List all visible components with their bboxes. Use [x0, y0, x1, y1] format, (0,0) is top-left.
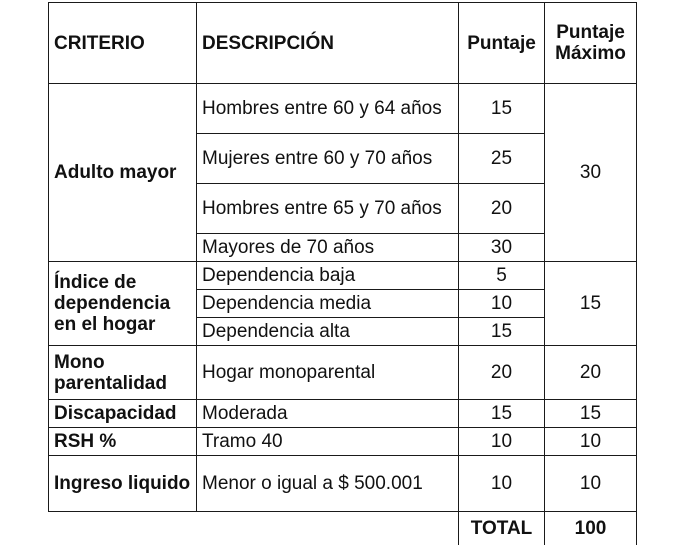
header-descripcion: DESCRIPCIÓN — [197, 3, 459, 84]
puntaje-cell: 10 — [459, 456, 545, 512]
puntaje-cell: 20 — [459, 184, 545, 234]
descripcion-cell: Dependencia baja — [197, 262, 459, 290]
total-row — [49, 512, 637, 545]
criterio-indice-dependencia: Índice de dependencia en el hogar — [49, 262, 197, 346]
criterio-rsh: RSH % — [49, 428, 197, 456]
total-value: 100 — [545, 512, 637, 545]
descripcion-cell: Menor o igual a $ 500.001 — [197, 456, 459, 512]
empty-cell — [49, 512, 197, 545]
descripcion-cell: Moderada — [197, 400, 459, 428]
puntaje-cell: 10 — [459, 290, 545, 318]
puntaje-cell: 15 — [459, 400, 545, 428]
table-row — [49, 456, 637, 512]
table-row — [49, 346, 637, 400]
scoring-table — [48, 2, 637, 545]
descripcion-cell: Dependencia media — [197, 290, 459, 318]
puntaje-cell: 25 — [459, 134, 545, 184]
puntaje-maximo-cell: 15 — [545, 400, 637, 428]
descripcion-cell: Mujeres entre 60 y 70 años — [197, 134, 459, 184]
puntaje-maximo-cell: 10 — [545, 428, 637, 456]
criterio-mono-parentalidad: Mono parentalidad — [49, 346, 197, 400]
criterio-adulto-mayor: Adulto mayor — [49, 84, 197, 262]
puntaje-cell: 5 — [459, 262, 545, 290]
puntaje-maximo-cell: 20 — [545, 346, 637, 400]
descripcion-cell: Hogar monoparental — [197, 346, 459, 400]
puntaje-cell: 20 — [459, 346, 545, 400]
descripcion-cell: Mayores de 70 años — [197, 234, 459, 262]
puntaje-cell: 10 — [459, 428, 545, 456]
header-puntaje-maximo: Puntaje Máximo — [545, 3, 637, 84]
puntaje-cell: 15 — [459, 84, 545, 134]
table-row — [49, 84, 637, 134]
empty-cell — [197, 512, 459, 545]
descripcion-cell: Tramo 40 — [197, 428, 459, 456]
puntaje-maximo-cell: 30 — [545, 84, 637, 262]
criterio-ingreso-liquido: Ingreso liquido — [49, 456, 197, 512]
criterio-discapacidad: Discapacidad — [49, 400, 197, 428]
puntaje-cell: 30 — [459, 234, 545, 262]
header-row — [49, 3, 637, 84]
header-criterio: CRITERIO — [49, 3, 197, 84]
puntaje-cell: 15 — [459, 318, 545, 346]
puntaje-maximo-cell: 10 — [545, 456, 637, 512]
table-row — [49, 400, 637, 428]
total-label: TOTAL — [459, 512, 545, 545]
puntaje-maximo-cell: 15 — [545, 262, 637, 346]
header-puntaje: Puntaje — [459, 3, 545, 84]
table-row — [49, 262, 637, 290]
table-row — [49, 428, 637, 456]
descripcion-cell: Dependencia alta — [197, 318, 459, 346]
descripcion-cell: Hombres entre 60 y 64 años — [197, 84, 459, 134]
descripcion-cell: Hombres entre 65 y 70 años — [197, 184, 459, 234]
